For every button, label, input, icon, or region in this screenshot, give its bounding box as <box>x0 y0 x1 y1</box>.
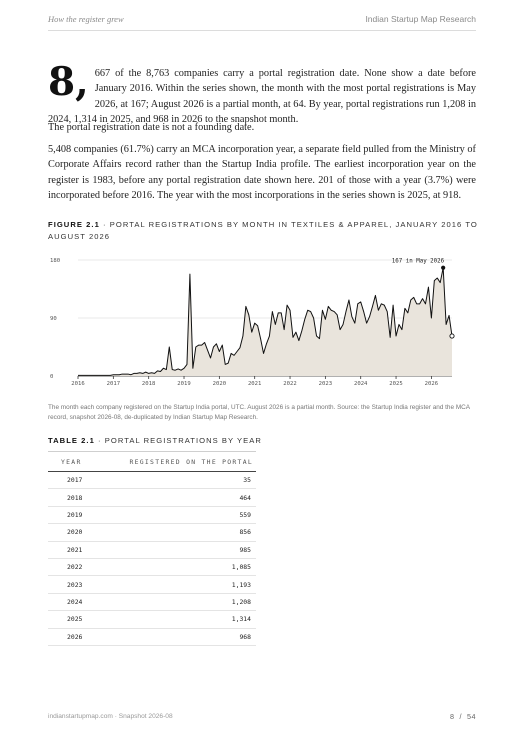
registered-cell: 985 <box>93 541 256 558</box>
year-cell: 2017 <box>48 472 93 489</box>
registrations-chart <box>48 250 476 395</box>
x-tick-label: 2021 <box>247 381 262 387</box>
year-cell: 2024 <box>48 593 93 610</box>
column-header-registered: REGISTERED ON THE PORTAL <box>93 452 256 472</box>
year-cell: 2022 <box>48 558 93 575</box>
year-cell: 2018 <box>48 489 93 506</box>
peak-annotation: 167 in May 2026 <box>391 258 445 265</box>
x-tick-label: 2025 <box>389 381 403 387</box>
x-tick-label: 2024 <box>353 381 368 387</box>
peak-point <box>441 266 445 270</box>
footer-source: indianstartupmap.com · Snapshot 2026-08 <box>48 713 173 720</box>
x-tick-label: 2023 <box>318 381 333 387</box>
table-row <box>48 541 256 558</box>
registered-cell: 968 <box>93 628 256 645</box>
total-pages: 54 <box>467 712 476 721</box>
figure-title-text: · PORTAL REGISTRATIONS BY MONTH IN TEXTILES & APPAREL, JANUARY 2016 TO AUGUST 2026 <box>48 220 478 241</box>
year-cell: 2020 <box>48 524 93 541</box>
registered-cell: 856 <box>93 524 256 541</box>
x-tick-label: 2019 <box>177 381 191 387</box>
year-cell: 2023 <box>48 576 93 593</box>
year-cell: 2021 <box>48 541 93 558</box>
y-tick-label: 0 <box>50 374 54 380</box>
x-tick-label: 2016 <box>71 381 85 387</box>
x-tick-label: 2022 <box>283 381 297 387</box>
x-tick-label: 2026 <box>424 381 439 387</box>
registered-cell: 1,314 <box>93 611 256 628</box>
table-row <box>48 593 256 610</box>
column-header-year: YEAR <box>48 452 93 472</box>
paragraph-mca: 5,408 companies (61.7%) carry an MCA incorporation year, a separate field pulled from the Ministry of Corporate Affairs record rather than the Startup India profile. The earliest incorporation year on the register is 1983, before any portal registration date shown here. 201 of those with a year (3.7%) were incorporated before 2016. The year with the most incorporations in the series shown is 2025, at 918. <box>48 144 476 201</box>
year-cell: 2019 <box>48 506 93 523</box>
publication-name: Indian Startup Map Research <box>365 14 476 24</box>
x-tick-label: 2017 <box>106 381 121 387</box>
page-number <box>450 712 476 721</box>
paragraph-note: The portal registration date is not a founding date. <box>48 122 255 133</box>
table-row <box>48 489 256 506</box>
table-row <box>48 524 256 541</box>
registered-cell: 1,208 <box>93 593 256 610</box>
table-row <box>48 472 256 489</box>
paragraph-intro <box>48 59 476 127</box>
figure-label: FIGURE 2.1 <box>48 220 100 229</box>
chart-area <box>78 268 452 376</box>
registered-cell: 464 <box>93 489 256 506</box>
registered-cell: 559 <box>93 506 256 523</box>
table-title-text: · PORTAL REGISTRATIONS BY YEAR <box>94 436 262 445</box>
current-page: 8 <box>450 712 455 721</box>
table-row <box>48 506 256 523</box>
table-row <box>48 628 256 645</box>
registered-cell: 1,193 <box>93 576 256 593</box>
running-header <box>48 14 476 28</box>
year-cell: 2025 <box>48 611 93 628</box>
figure-title <box>48 219 478 243</box>
registered-cell: 1,085 <box>93 558 256 575</box>
table-row <box>48 558 256 575</box>
y-tick-label: 90 <box>50 316 57 322</box>
page-separator: / <box>459 712 462 721</box>
table-label: TABLE 2.1 <box>48 436 95 445</box>
figure-caption: The month each company registered on the Startup India portal, UTC. August 2026 is a partial month. Source: the Startup India register and the MCA record, snapshot 2026-08, de-duplicated by Indian Startup Map Research. <box>48 404 470 422</box>
x-tick-label: 2018 <box>141 381 156 387</box>
x-tick-label: 2020 <box>212 381 227 387</box>
last-point <box>450 334 454 338</box>
table-row <box>48 611 256 628</box>
y-tick-label: 180 <box>50 258 61 264</box>
registrations-table <box>48 451 256 646</box>
paragraph-intro-text: 667 of the 8,763 companies carry a portal registration date. None show a date before January 2016. Within the series shown, the month with the most portal registrations is May 2026, at 167; August 2026 is a partial month, at 64. By year, portal registrations run 1,208 in 2024, 1,314 in 2025, and 968 in 2026 to the snapshot month. <box>48 68 476 125</box>
table-row <box>48 576 256 593</box>
drop-cap: 8, <box>48 59 89 105</box>
table-title <box>48 436 262 445</box>
header-rule <box>48 30 476 31</box>
year-cell: 2026 <box>48 628 93 645</box>
chapter-title: How the register grew <box>48 14 124 24</box>
registered-cell: 35 <box>93 472 256 489</box>
